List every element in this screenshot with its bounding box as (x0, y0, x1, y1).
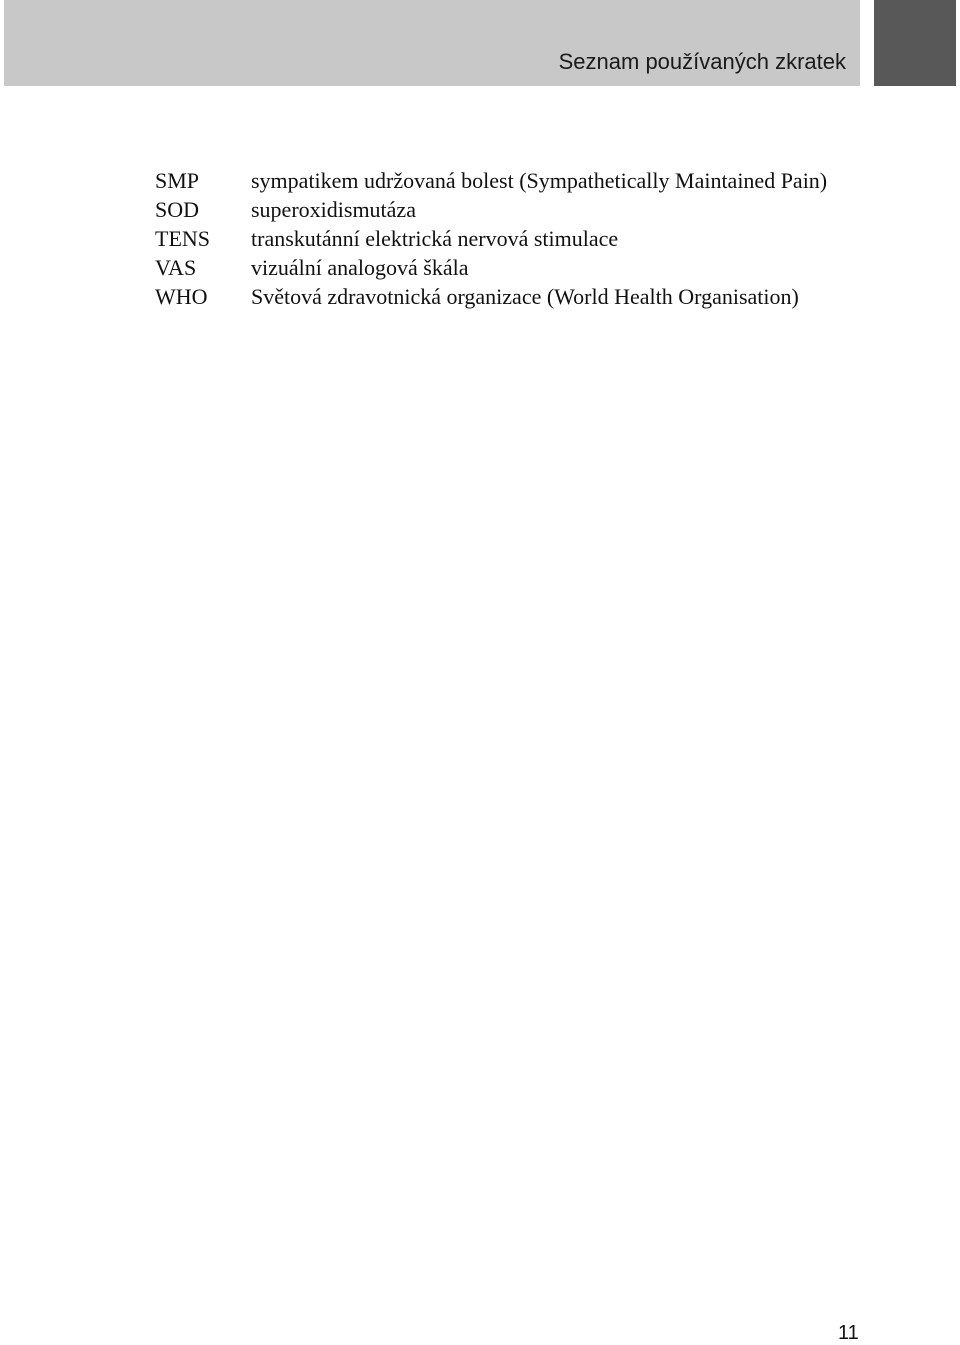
abbreviation-row (155, 224, 870, 253)
abbreviation-term: VAS (155, 255, 197, 280)
page-number: 11 (838, 1322, 859, 1344)
abbreviation-term: SOD (155, 197, 200, 222)
abbreviation-definition: superoxidismutáza (251, 197, 416, 222)
abbreviation-row (155, 166, 870, 195)
abbreviation-row (155, 195, 870, 224)
thumb-index-tab (874, 0, 956, 86)
abbreviation-definition: Světová zdravotnická organizace (World Health Organisation) (251, 284, 799, 309)
abbreviation-term: WHO (155, 284, 208, 309)
page-header-title: Seznam používaných zkratek (558, 49, 846, 74)
abbreviation-definition: transkutánní elektrická nervová stimulace (251, 226, 619, 251)
abbreviation-row (155, 253, 870, 282)
abbreviation-term: SMP (155, 168, 200, 193)
abbreviation-list (155, 166, 870, 311)
abbreviation-term: TENS (155, 226, 210, 251)
abbreviation-definition: sympatikem udržovaná bolest (Sympathetically Maintained Pain) (251, 168, 828, 193)
abbreviation-definition: vizuální analogová škála (251, 255, 469, 280)
header-bar (4, 0, 860, 86)
abbreviation-row (155, 282, 870, 311)
